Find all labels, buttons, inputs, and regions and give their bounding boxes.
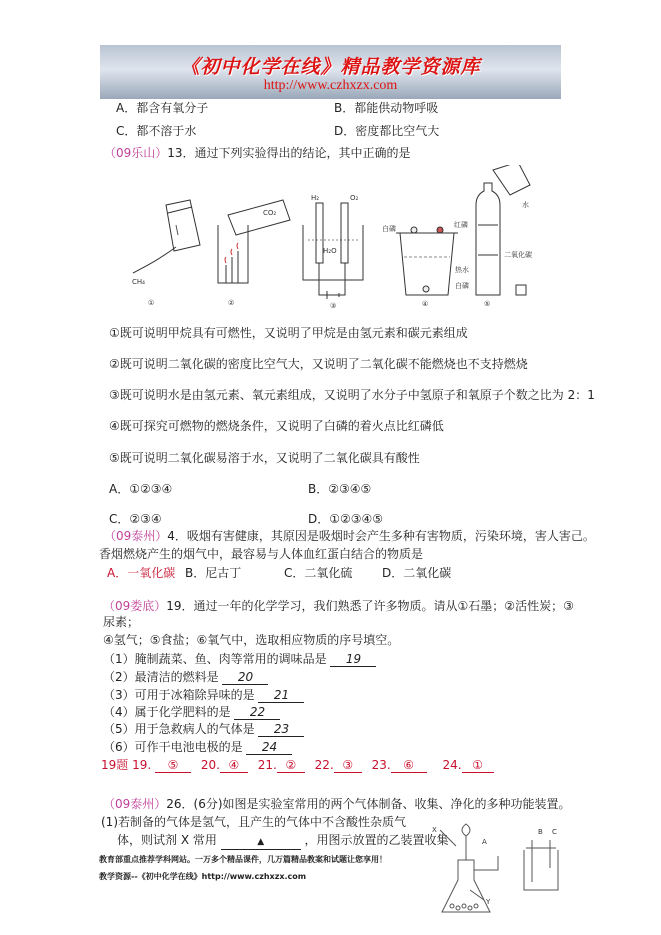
q4-option-b: B．尼古丁	[185, 566, 242, 580]
option-b: B．都能供动物呼吸	[334, 101, 439, 115]
answer-blank[interactable]: 21	[258, 688, 304, 703]
answer-num-24: 24.	[442, 758, 462, 772]
answer-20: ④	[220, 758, 248, 773]
banner-title: 《初中化学在线》精品教学资源库	[180, 56, 481, 78]
answer-num-21: 21.	[257, 758, 277, 772]
label-o2: O₂	[350, 194, 359, 202]
label-n5: ⑤	[484, 300, 491, 308]
item-2	[103, 670, 268, 685]
question-stem: 26．(6分)如图是实验室常用的两个气体制备、收集、净化的多种功能装置。	[166, 797, 571, 811]
q13-option-d: D．①②③④⑤	[308, 512, 384, 526]
label-white-p-2: 白磷	[455, 282, 469, 290]
answer-22: ③	[334, 758, 362, 773]
label-n1: ①	[148, 299, 155, 307]
question-4	[104, 529, 595, 543]
q4-option-d: D．二氧化碳	[382, 566, 452, 580]
item-text: （4）属于化学肥料的是	[103, 705, 231, 719]
label-co2: CO₂	[263, 209, 277, 217]
q4-option-a: A．一氧化碳	[107, 566, 176, 580]
statement-4: ④既可探究可燃物的燃烧条件，又说明了白磷的着火点比红磷低	[109, 419, 444, 433]
answer-21: ②	[277, 758, 305, 773]
line-text: 体，则试剂 X 常用	[117, 833, 217, 847]
question-source: （09泰州）	[104, 529, 168, 543]
answer-23: ⑥	[391, 758, 427, 773]
option-a: A．都含有氧分子	[116, 101, 209, 115]
item-3	[103, 688, 304, 703]
question-stem: 19．通过一年的化学学习，我们熟悉了许多物质。请从①石墨；②活性炭；③	[166, 599, 574, 613]
question-13	[104, 146, 411, 160]
statement-1: ①既可说明甲烷具有可燃性，又说明了甲烷是由氢元素和碳元素组成	[109, 326, 468, 340]
answer-blank[interactable]: 20	[222, 670, 268, 685]
statement-2: ②既可说明二氧化碳的密度比空气大，又说明了二氧化碳不能燃烧也不支持燃烧	[109, 357, 528, 371]
question-26	[103, 797, 571, 811]
apparatus-figure	[428, 820, 578, 920]
option-c: C．都不溶于水	[116, 124, 197, 138]
answer-row	[101, 758, 494, 773]
answer-blank[interactable]: 23	[258, 722, 304, 737]
question-stem: 4．吸烟有害健康，其原因是吸烟时会产生多种有害物质，污染环境，害人害己。	[167, 529, 595, 543]
item-6	[103, 740, 292, 755]
line-text: ，用图示放置的乙装置收集	[304, 833, 449, 847]
item-1	[103, 652, 376, 667]
fig-label-c: C	[552, 828, 557, 836]
answer-24: ①	[462, 758, 494, 773]
statement-5: ⑤既可说明二氧化碳易溶于水，又说明了二氧化碳具有酸性	[109, 451, 420, 465]
experiment-figure	[118, 165, 538, 310]
item-text: （6）可作干电池电极的是	[103, 740, 243, 754]
label-n4: ④	[422, 300, 429, 308]
label-h2: H₂	[311, 194, 320, 202]
header-banner	[100, 45, 561, 99]
question-19	[103, 599, 574, 613]
question-26-line2	[117, 833, 449, 850]
q13-option-a: A．①②③④	[109, 482, 173, 496]
question-26-line1: (1)若制备的气体是氢气，且产生的气体中不含酸性杂质气	[101, 815, 407, 829]
option-d: D．密度都比空气大	[334, 124, 440, 138]
answer-row-label: 19题 19.	[101, 758, 152, 772]
item-text: （3）可用于冰箱除异味的是	[103, 688, 255, 702]
banner-url[interactable]: http://www.czhxzx.com	[263, 78, 398, 93]
answer-num-20: 20.	[200, 758, 220, 772]
fig-label-b: B	[538, 828, 543, 836]
label-n2: ②	[228, 299, 235, 307]
item-4	[103, 705, 280, 720]
fig-label-a: A	[482, 838, 487, 846]
q13-option-b: B．②③④⑤	[308, 482, 372, 496]
question-source: （09乐山）	[104, 146, 168, 160]
fig-label-x: X	[432, 826, 437, 834]
answer-blank[interactable]: 24	[246, 740, 292, 755]
question-19-line3: ④氢气；⑤食盐；⑥氧气中，选取相应物质的序号填空。	[103, 633, 400, 647]
label-n3: ③	[330, 302, 337, 310]
item-text: （5）用于急救病人的气体是	[103, 722, 255, 736]
answer-19: ⑤	[155, 758, 191, 773]
answer-blank[interactable]: 19	[330, 652, 376, 667]
label-ch4: CH₄	[132, 278, 145, 286]
question-stem: 13．通过下列实验得出的结论，其中正确的是	[167, 146, 411, 160]
label-hot-water: 热水	[455, 266, 469, 274]
answer-num-22: 22.	[314, 758, 334, 772]
item-text: （1）腌制蔬菜、鱼、肉等常用的调味品是	[103, 652, 327, 666]
label-water: 水	[522, 201, 529, 209]
fig-label-y: Y	[486, 898, 491, 906]
answer-num-23: 23.	[371, 758, 391, 772]
label-co2-bottle: 二氧化碳	[504, 251, 532, 259]
question-19-line2: 尿素；	[103, 615, 140, 629]
footer-line-1: 教育部重点推荐学科网站。一万多个精品课件，几万篇精品教案和试题让您享用！	[99, 855, 387, 864]
q4-option-c: C．二氧化硫	[284, 566, 353, 580]
question-source: （09泰州）	[103, 797, 167, 811]
q13-option-c: C．②③④	[109, 512, 162, 526]
question-source: （09娄底）	[103, 599, 167, 613]
statement-3: ③既可说明水是由氢元素、氧元素组成，又说明了水分子中氢原子和氧原子个数之比为 2：1	[109, 388, 595, 402]
answer-blank[interactable]: 22	[234, 705, 280, 720]
answer-blank-x[interactable]: ▲	[221, 835, 301, 850]
item-text: （2）最清洁的燃料是	[103, 670, 219, 684]
label-red-p: 红磷	[454, 221, 468, 229]
footer-line-2: 教学资源--《初中化学在线》http://www.czhxzx.com	[99, 872, 307, 881]
item-5	[103, 722, 304, 737]
question-4-line2: 香烟燃烧产生的烟气中，最容易与人体血红蛋白结合的物质是	[99, 547, 424, 561]
label-white-p: 白磷	[382, 225, 396, 233]
label-h2o: H₂O	[323, 247, 337, 255]
